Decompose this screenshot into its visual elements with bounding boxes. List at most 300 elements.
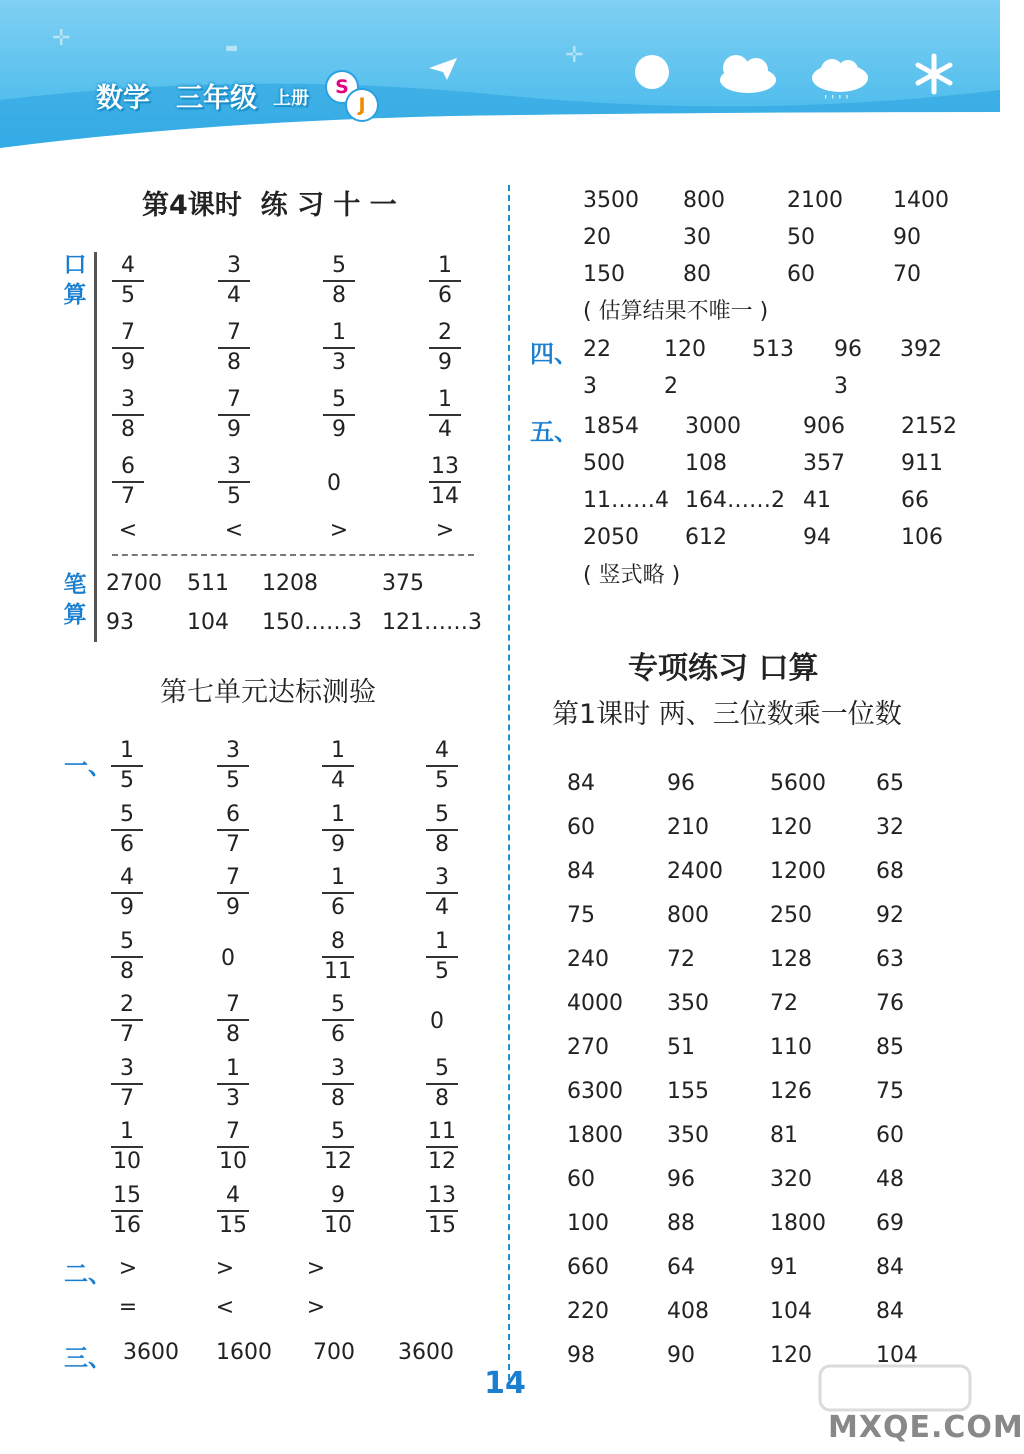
denominator: 6 xyxy=(438,283,452,308)
special-answer: 128 xyxy=(770,947,812,972)
numerator: 8 xyxy=(331,928,345,954)
airplane-icon xyxy=(425,50,461,86)
fraction-bar xyxy=(217,1146,249,1148)
oral-fraction xyxy=(317,388,361,442)
q5-answer: 357 xyxy=(803,451,845,476)
lesson-subtitle: 练 习 十 一 xyxy=(260,190,397,221)
fraction-bar xyxy=(218,347,250,349)
fraction-bar xyxy=(322,1019,354,1021)
written-answer: 1208 xyxy=(262,571,318,596)
denominator: 7 xyxy=(226,831,240,857)
special-answer: 120 xyxy=(770,815,812,840)
fraction-bar xyxy=(112,414,144,416)
q4-remainder: 3 xyxy=(583,374,597,399)
denominator: 9 xyxy=(121,350,135,375)
denominator: 5 xyxy=(435,958,449,984)
q1-fraction xyxy=(420,803,464,857)
q3-answer: 1600 xyxy=(216,1340,272,1365)
fraction-bar xyxy=(217,829,249,831)
special-answer: 110 xyxy=(770,1035,812,1060)
q1-fraction xyxy=(211,1184,255,1238)
numerator: 7 xyxy=(226,865,240,890)
q1-fraction xyxy=(105,803,149,857)
numerator: 7 xyxy=(227,320,241,345)
numerator: 3 xyxy=(226,738,240,763)
denominator: 10 xyxy=(113,1149,141,1174)
q5-answer: 108 xyxy=(685,451,727,476)
numerator: 5 xyxy=(331,992,345,1017)
special-answer: 69 xyxy=(876,1211,904,1236)
q3-label: 三、 xyxy=(64,1344,112,1372)
q1-fraction xyxy=(420,866,464,920)
fraction-bar xyxy=(426,892,458,894)
numerator: 1 xyxy=(331,738,345,763)
estimate-answer: 70 xyxy=(893,262,921,287)
fraction-bar xyxy=(322,956,354,958)
q1-fraction xyxy=(316,930,360,984)
svg-text:' ' ' ': ' ' ' ' xyxy=(824,93,849,107)
estimate-answer: 3500 xyxy=(583,188,639,213)
numerator: 6 xyxy=(121,454,135,479)
vertical-note: ( 竖式略 ) xyxy=(583,563,681,588)
numerator: 5 xyxy=(120,928,134,954)
q5-answer: 911 xyxy=(901,451,943,476)
denominator: 8 xyxy=(332,283,346,308)
q4-remainder: 3 xyxy=(834,374,848,399)
estimate-answer: 20 xyxy=(583,225,611,250)
oral-fraction xyxy=(106,388,150,442)
special-answer: 75 xyxy=(567,903,595,928)
fraction-bar xyxy=(323,280,355,282)
numerator: 3 xyxy=(227,454,241,479)
special-answer: 96 xyxy=(667,1167,695,1192)
fraction-bar xyxy=(217,1019,249,1021)
written-answer: 375 xyxy=(382,571,424,596)
fraction-bar xyxy=(426,1083,458,1085)
special-answer: 88 xyxy=(667,1211,695,1236)
denominator: 4 xyxy=(438,417,452,442)
compare-symbol: > xyxy=(306,1256,326,1281)
numerator: 1 xyxy=(120,1119,134,1144)
estimate-answer: 50 xyxy=(787,225,815,250)
snowflake-icon xyxy=(912,52,956,96)
numerator: 3 xyxy=(435,865,449,890)
numerator: 3 xyxy=(331,1055,345,1081)
svg-text:▬: ▬ xyxy=(225,40,239,56)
oral-bracket xyxy=(94,252,97,642)
badge-s: S xyxy=(325,70,359,104)
special-answer: 76 xyxy=(876,991,904,1016)
q1-fraction xyxy=(105,993,149,1047)
q5-answer: 41 xyxy=(803,488,831,513)
oral-fraction xyxy=(317,254,361,308)
denominator: 9 xyxy=(226,895,240,920)
special-answer: 210 xyxy=(667,815,709,840)
q4-answer: 120 xyxy=(664,337,706,362)
oral-label-char: 口 xyxy=(63,252,87,278)
denominator: 5 xyxy=(121,283,135,308)
fraction-bar xyxy=(322,1210,354,1212)
fraction-bar xyxy=(322,765,354,767)
denominator: 7 xyxy=(120,1085,134,1111)
fraction-bar xyxy=(322,892,354,894)
written-label-char: 算 xyxy=(63,602,87,628)
special-answer: 51 xyxy=(667,1035,695,1060)
denominator: 7 xyxy=(120,1022,134,1047)
written-label xyxy=(62,570,88,630)
numerator: 1 xyxy=(438,253,452,278)
fraction-bar xyxy=(111,829,143,831)
compare-symbol: > xyxy=(435,518,455,543)
denominator: 4 xyxy=(227,283,241,308)
special-answer: 81 xyxy=(770,1123,798,1148)
numerator: 2 xyxy=(438,320,452,345)
special-answer: 98 xyxy=(567,1343,595,1368)
q1-fraction xyxy=(105,866,149,920)
fraction-bar xyxy=(111,892,143,894)
q1-fraction xyxy=(211,866,255,920)
denominator: 15 xyxy=(219,1212,247,1238)
fraction-bar xyxy=(111,1146,143,1148)
q4-label: 四、 xyxy=(530,340,578,368)
numerator: 5 xyxy=(435,801,449,827)
denominator: 8 xyxy=(227,350,241,375)
written-answer: 511 xyxy=(187,571,229,596)
oral-fraction xyxy=(423,388,467,442)
q1-fraction xyxy=(420,1057,464,1111)
denominator: 15 xyxy=(428,1212,456,1238)
numerator: 4 xyxy=(120,865,134,890)
compare-symbol: > xyxy=(118,1256,138,1281)
special-answer: 100 xyxy=(567,1211,609,1236)
special-answer: 660 xyxy=(567,1255,609,1280)
fraction-bar xyxy=(112,280,144,282)
numerator: 5 xyxy=(120,801,134,827)
special-answer: 2400 xyxy=(667,859,723,884)
estimate-answer: 1400 xyxy=(893,188,949,213)
q1-fraction xyxy=(211,1057,255,1111)
q5-answer: 3000 xyxy=(685,414,741,439)
special-answer: 104 xyxy=(876,1343,918,1368)
q1-fraction xyxy=(105,1184,149,1238)
q1-fraction xyxy=(420,930,464,984)
numerator: 11 xyxy=(428,1119,456,1144)
oral-fraction xyxy=(106,455,150,509)
denominator: 8 xyxy=(121,417,135,442)
q5-answer: 500 xyxy=(583,451,625,476)
section-separator xyxy=(112,554,474,556)
fraction-bar xyxy=(429,481,461,483)
unit-title: 第七单元达标测验 xyxy=(160,677,376,708)
numerator: 1 xyxy=(438,387,452,412)
q3-answer: 3600 xyxy=(398,1340,454,1365)
q1-fraction xyxy=(211,803,255,857)
volume-label: 上册 xyxy=(273,88,309,109)
q4-answer: 96 xyxy=(834,337,862,362)
numerator: 5 xyxy=(331,1119,345,1144)
q1-fraction xyxy=(420,1184,464,1238)
numerator: 15 xyxy=(113,1182,141,1208)
special-answer: 60 xyxy=(876,1123,904,1148)
numerator: 1 xyxy=(331,801,345,827)
denominator: 14 xyxy=(431,484,459,509)
fraction-bar xyxy=(217,1210,249,1212)
q1-fraction xyxy=(316,866,360,920)
denominator: 16 xyxy=(113,1212,141,1238)
special-answer: 72 xyxy=(770,991,798,1016)
rain-cloud-icon xyxy=(808,56,872,108)
denominator: 4 xyxy=(435,895,449,920)
fraction-bar xyxy=(111,956,143,958)
special-answer: 84 xyxy=(567,859,595,884)
special-answer: 1200 xyxy=(770,859,826,884)
denominator: 9 xyxy=(332,417,346,442)
numerator: 1 xyxy=(331,865,345,890)
numerator: 5 xyxy=(435,1055,449,1081)
denominator: 7 xyxy=(121,484,135,509)
estimate-answer: 90 xyxy=(893,225,921,250)
q4-remainder: 2 xyxy=(664,374,678,399)
q1-fraction-value: 0 xyxy=(430,1009,444,1034)
oral-label-char: 算 xyxy=(63,282,87,308)
watermark-text: MXQE.COM xyxy=(828,1410,1024,1445)
denominator: 9 xyxy=(227,417,241,442)
special-answer: 350 xyxy=(667,991,709,1016)
fraction-bar xyxy=(218,280,250,282)
special-answer: 408 xyxy=(667,1299,709,1324)
q1-fraction xyxy=(105,930,149,984)
numerator: 4 xyxy=(435,738,449,763)
numerator: 1 xyxy=(332,320,346,345)
numerator: 4 xyxy=(121,253,135,278)
special-answer: 250 xyxy=(770,903,812,928)
estimate-answer: 150 xyxy=(583,262,625,287)
numerator: 1 xyxy=(120,738,134,763)
svg-text:✛: ✛ xyxy=(52,26,71,51)
special-answer: 1800 xyxy=(567,1123,623,1148)
q5-answer: 106 xyxy=(901,525,943,550)
special-answer: 91 xyxy=(770,1255,798,1280)
column-divider xyxy=(508,185,510,1380)
fraction-bar xyxy=(322,829,354,831)
compare-symbol: < xyxy=(215,1295,235,1320)
fraction-bar xyxy=(217,892,249,894)
special-answer: 64 xyxy=(667,1255,695,1280)
special-answer: 270 xyxy=(567,1035,609,1060)
denominator: 5 xyxy=(435,768,449,793)
denominator: 8 xyxy=(435,831,449,857)
denominator: 5 xyxy=(120,768,134,793)
special-answer: 1800 xyxy=(770,1211,826,1236)
denominator: 11 xyxy=(324,958,352,984)
estimate-note: ( 估算结果不唯一 ) xyxy=(583,299,769,324)
special-answer: 85 xyxy=(876,1035,904,1060)
numerator: 7 xyxy=(121,320,135,345)
q1-fraction xyxy=(420,1120,464,1174)
fraction-bar xyxy=(217,1083,249,1085)
compare-symbol: < xyxy=(224,518,244,543)
q1-fraction xyxy=(211,993,255,1047)
special-answer: 220 xyxy=(567,1299,609,1324)
written-answer: 104 xyxy=(187,610,229,635)
oral-fraction xyxy=(106,254,150,308)
special-answer: 32 xyxy=(876,815,904,840)
denominator: 6 xyxy=(331,1022,345,1047)
compare-symbol: > xyxy=(329,518,349,543)
q1-fraction xyxy=(211,1120,255,1174)
denominator: 6 xyxy=(331,895,345,920)
q1-fraction xyxy=(105,1120,149,1174)
q1-fraction xyxy=(316,1184,360,1238)
q3-answer: 3600 xyxy=(123,1340,179,1365)
q4-answer: 22 xyxy=(583,337,611,362)
special-answer: 120 xyxy=(770,1343,812,1368)
special-answer: 155 xyxy=(667,1079,709,1104)
special-answer: 63 xyxy=(876,947,904,972)
q1-fraction xyxy=(420,739,464,793)
q4-answer: 392 xyxy=(900,337,942,362)
svg-text:✛: ✛ xyxy=(565,43,584,68)
sun-icon xyxy=(632,52,672,92)
oral-fraction xyxy=(423,254,467,308)
special-answer: 96 xyxy=(667,771,695,796)
q5-answer: 2152 xyxy=(901,414,957,439)
special-answer: 84 xyxy=(876,1255,904,1280)
numerator: 6 xyxy=(226,801,240,827)
oral-fraction xyxy=(212,455,256,509)
fraction-bar xyxy=(322,1083,354,1085)
q5-answer: 11……4 xyxy=(583,488,669,513)
special-answer: 350 xyxy=(667,1123,709,1148)
denominator: 12 xyxy=(428,1149,456,1174)
fraction-bar xyxy=(111,1083,143,1085)
subject-label: 数学 xyxy=(96,83,150,114)
fraction-bar xyxy=(217,765,249,767)
q5-answer: 2050 xyxy=(583,525,639,550)
denominator: 9 xyxy=(438,350,452,375)
fraction-bar xyxy=(426,765,458,767)
denominator: 4 xyxy=(331,768,345,793)
denominator: 6 xyxy=(120,831,134,857)
page-header xyxy=(0,0,1000,150)
q5-answer: 164……2 xyxy=(685,488,785,513)
oral-fraction xyxy=(423,321,467,375)
special-answer: 90 xyxy=(667,1343,695,1368)
q1-fraction-value: 0 xyxy=(221,945,235,971)
fraction-bar xyxy=(323,414,355,416)
written-answer: 2700 xyxy=(106,571,162,596)
page-number: 14 xyxy=(484,1366,526,1401)
compare-symbol: = xyxy=(118,1295,138,1320)
cloud-icon xyxy=(714,50,778,96)
special-answer: 84 xyxy=(567,771,595,796)
special-answer: 72 xyxy=(667,947,695,972)
fraction-bar xyxy=(111,1019,143,1021)
numerator: 4 xyxy=(226,1182,240,1208)
denominator: 8 xyxy=(226,1022,240,1047)
fraction-bar xyxy=(322,1146,354,1148)
q5-answer: 94 xyxy=(803,525,831,550)
oral-fraction xyxy=(423,455,467,509)
fraction-bar xyxy=(218,481,250,483)
special-answer: 240 xyxy=(567,947,609,972)
compare-symbol: > xyxy=(215,1256,235,1281)
estimate-answer: 30 xyxy=(683,225,711,250)
q1-fraction xyxy=(316,739,360,793)
grade-label: 三年级 xyxy=(176,83,257,114)
q5-answer: 1854 xyxy=(583,414,639,439)
special-answer: 92 xyxy=(876,903,904,928)
numerator: 13 xyxy=(431,454,459,479)
oral-label xyxy=(62,250,88,310)
fraction-bar xyxy=(426,956,458,958)
lesson-title xyxy=(142,183,397,222)
numerator: 7 xyxy=(226,992,240,1017)
oral-fraction xyxy=(106,321,150,375)
badge-j: J xyxy=(345,88,379,122)
estimate-answer: 800 xyxy=(683,188,725,213)
q1-fraction xyxy=(316,1120,360,1174)
special-answer: 800 xyxy=(667,903,709,928)
special-answer: 4000 xyxy=(567,991,623,1016)
oral-fraction-value: 0 xyxy=(327,471,341,496)
numerator: 3 xyxy=(121,387,135,412)
denominator: 3 xyxy=(332,350,346,375)
numerator: 3 xyxy=(227,253,241,278)
compare-symbol: < xyxy=(118,518,138,543)
q5-answer: 612 xyxy=(685,525,727,550)
denominator: 12 xyxy=(324,1149,352,1174)
denominator: 5 xyxy=(227,484,241,509)
q5-answer: 906 xyxy=(803,414,845,439)
numerator: 7 xyxy=(226,1119,240,1144)
denominator: 8 xyxy=(331,1085,345,1111)
oral-fraction xyxy=(212,321,256,375)
special-subtitle: 第1课时 两、三位数乘一位数 xyxy=(552,699,902,730)
denominator: 9 xyxy=(120,895,134,920)
q4-answer: 513 xyxy=(752,337,794,362)
q1-fraction xyxy=(105,739,149,793)
special-answer: 320 xyxy=(770,1167,812,1192)
special-answer: 65 xyxy=(876,771,904,796)
denominator: 10 xyxy=(324,1212,352,1238)
q1-fraction xyxy=(105,1057,149,1111)
fraction-bar xyxy=(218,414,250,416)
q1-fraction xyxy=(316,993,360,1047)
fraction-bar xyxy=(323,347,355,349)
special-answer: 68 xyxy=(876,859,904,884)
fraction-bar xyxy=(426,1210,458,1212)
numerator: 7 xyxy=(227,387,241,412)
numerator: 13 xyxy=(428,1182,456,1208)
special-answer: 60 xyxy=(567,1167,595,1192)
estimate-answer: 2100 xyxy=(787,188,843,213)
oral-fraction xyxy=(212,254,256,308)
lesson-number: 第4课时 xyxy=(142,190,242,221)
special-answer: 126 xyxy=(770,1079,812,1104)
fraction-bar xyxy=(429,280,461,282)
fraction-bar xyxy=(426,1146,458,1148)
q1-fraction xyxy=(316,803,360,857)
fraction-bar xyxy=(429,347,461,349)
fraction-bar xyxy=(426,829,458,831)
special-title: 专项练习 口算 xyxy=(628,651,819,686)
written-answer: 93 xyxy=(106,610,134,635)
written-label-char: 笔 xyxy=(63,572,87,598)
written-answer: 121……3 xyxy=(382,610,482,635)
numerator: 1 xyxy=(226,1055,240,1081)
q5-label: 五、 xyxy=(530,418,578,446)
